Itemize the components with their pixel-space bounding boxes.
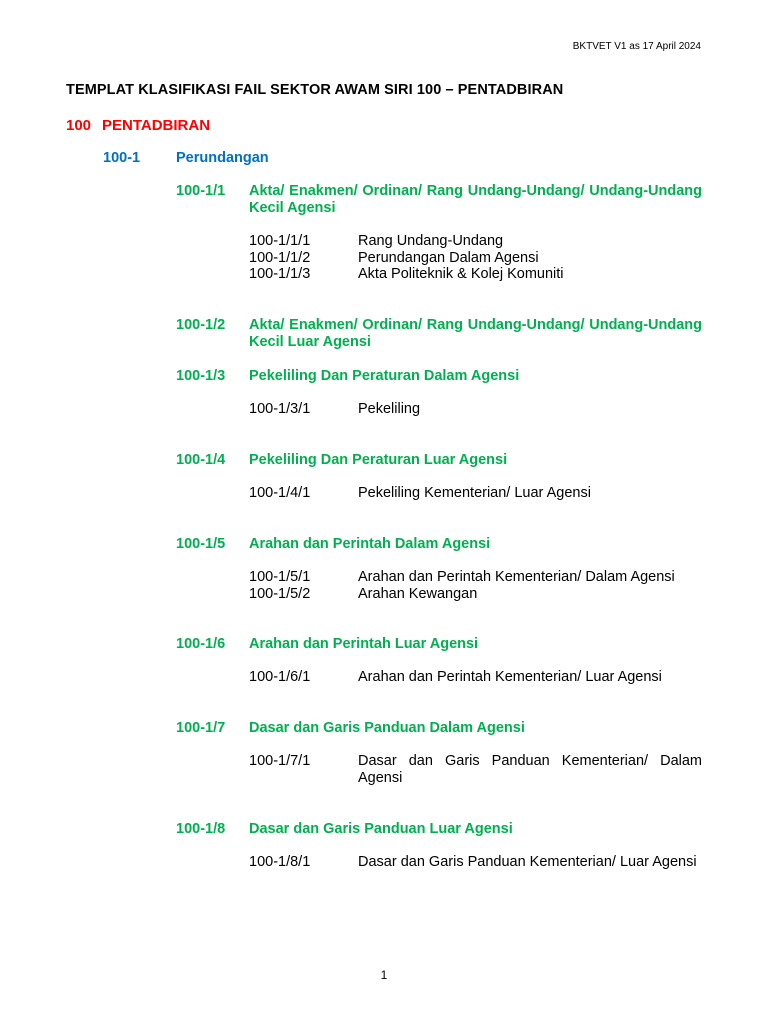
- section-title: Pekeliling Dan Peraturan Luar Agensi: [249, 452, 508, 468]
- section-items: [176, 669, 702, 686]
- section-heading: [176, 452, 702, 469]
- section-code: 100-1/3: [176, 368, 226, 384]
- section-100-1-8: [176, 821, 702, 871]
- sub-heading: [103, 150, 269, 166]
- section-heading: [176, 183, 702, 217]
- item-label: Pekeliling: [358, 401, 421, 417]
- page-number: 1: [380, 968, 388, 982]
- item-code: 100-1/1/1: [249, 233, 311, 249]
- section-100-1-1: [176, 183, 702, 283]
- section-code: 100-1/8: [176, 821, 226, 837]
- item-code: 100-1/6/1: [249, 669, 311, 685]
- section-items: [176, 401, 702, 418]
- section-heading: [176, 636, 702, 653]
- sub-heading-label: Perundangan: [176, 150, 269, 166]
- item-label: Arahan Kewangan: [358, 585, 478, 602]
- section-heading: [176, 821, 702, 838]
- section-items: [176, 569, 702, 602]
- section-title: Akta/ Enakmen/ Ordinan/ Rang Undang-Undang/ Undang-Undang Kecil Agensi: [249, 183, 702, 216]
- section-title: Pekeliling Dan Peraturan Dalam Agensi: [249, 368, 520, 384]
- list-item: [176, 485, 702, 502]
- item-label: Arahan dan Perintah Kementerian/ Luar Agensi: [358, 669, 662, 685]
- section-code: 100-1/1: [176, 183, 226, 199]
- item-label: Perundangan Dalam Agensi: [358, 249, 539, 266]
- list-item: [176, 753, 702, 786]
- section-title: Dasar dan Garis Panduan Dalam Agensi: [249, 720, 525, 736]
- item-label: Dasar dan Garis Panduan Kementerian/ Luar Agensi: [358, 854, 697, 870]
- section-100-1-3: [176, 368, 702, 418]
- item-code: 100-1/7/1: [249, 753, 311, 769]
- item-label: Arahan dan Perintah Kementerian/ Dalam Agensi: [358, 569, 675, 585]
- item-label: Dasar dan Garis Panduan Kementerian/ Dalam Agensi: [358, 753, 702, 786]
- section-title: Arahan dan Perintah Dalam Agensi: [249, 536, 491, 552]
- main-heading: [66, 117, 210, 134]
- list-item: [176, 266, 702, 283]
- item-label: Pekeliling Kementerian/ Luar Agensi: [358, 485, 591, 501]
- section-100-1-7: [176, 720, 702, 786]
- list-item: [176, 401, 702, 418]
- section-heading: [176, 720, 702, 737]
- section-100-1-2: [176, 317, 702, 351]
- list-item: [176, 669, 702, 686]
- section-code: 100-1/5: [176, 536, 226, 552]
- list-item: [176, 586, 702, 603]
- item-label: Rang Undang-Undang: [358, 233, 504, 249]
- list-item: [176, 250, 702, 267]
- section-heading: [176, 368, 702, 385]
- document-title: TEMPLAT KLASIFIKASI FAIL SEKTOR AWAM SIRI 100 – PENTADBIRAN: [66, 82, 564, 98]
- section-code: 100-1/7: [176, 720, 226, 736]
- main-heading-label: PENTADBIRAN: [102, 117, 211, 134]
- document-version-note: BKTVET V1 as 17 April 2024: [572, 41, 701, 52]
- section-title: Arahan dan Perintah Luar Agensi: [249, 636, 479, 652]
- item-code: 100-1/1/3: [249, 266, 311, 282]
- section-items: [176, 854, 702, 871]
- section-title: Dasar dan Garis Panduan Luar Agensi: [249, 821, 513, 837]
- section-100-1-4: [176, 452, 702, 502]
- main-heading-code: 100: [66, 117, 92, 134]
- section-heading: [176, 317, 702, 351]
- item-code: 100-1/8/1: [249, 854, 311, 870]
- sub-heading-code: 100-1: [103, 150, 141, 166]
- item-code: 100-1/3/1: [249, 401, 311, 417]
- section-title: Akta/ Enakmen/ Ordinan/ Rang Undang-Undang/ Undang-Undang Kecil Luar Agensi: [249, 317, 702, 350]
- section-code: 100-1/2: [176, 317, 226, 333]
- list-item: [176, 854, 702, 871]
- list-item: [176, 569, 702, 586]
- section-100-1-5: [176, 536, 702, 602]
- section-code: 100-1/6: [176, 636, 226, 652]
- section-items: [176, 485, 702, 502]
- item-label: Akta Politeknik & Kolej Komuniti: [358, 266, 564, 282]
- section-items: [176, 753, 702, 786]
- list-item: [176, 233, 702, 250]
- item-code: 100-1/1/2: [249, 249, 311, 266]
- section-100-1-6: [176, 636, 702, 686]
- section-heading: [176, 536, 702, 553]
- section-items: [176, 233, 702, 283]
- item-code: 100-1/5/1: [249, 569, 311, 585]
- item-code: 100-1/5/2: [249, 585, 311, 602]
- item-code: 100-1/4/1: [249, 485, 311, 501]
- section-code: 100-1/4: [176, 452, 226, 468]
